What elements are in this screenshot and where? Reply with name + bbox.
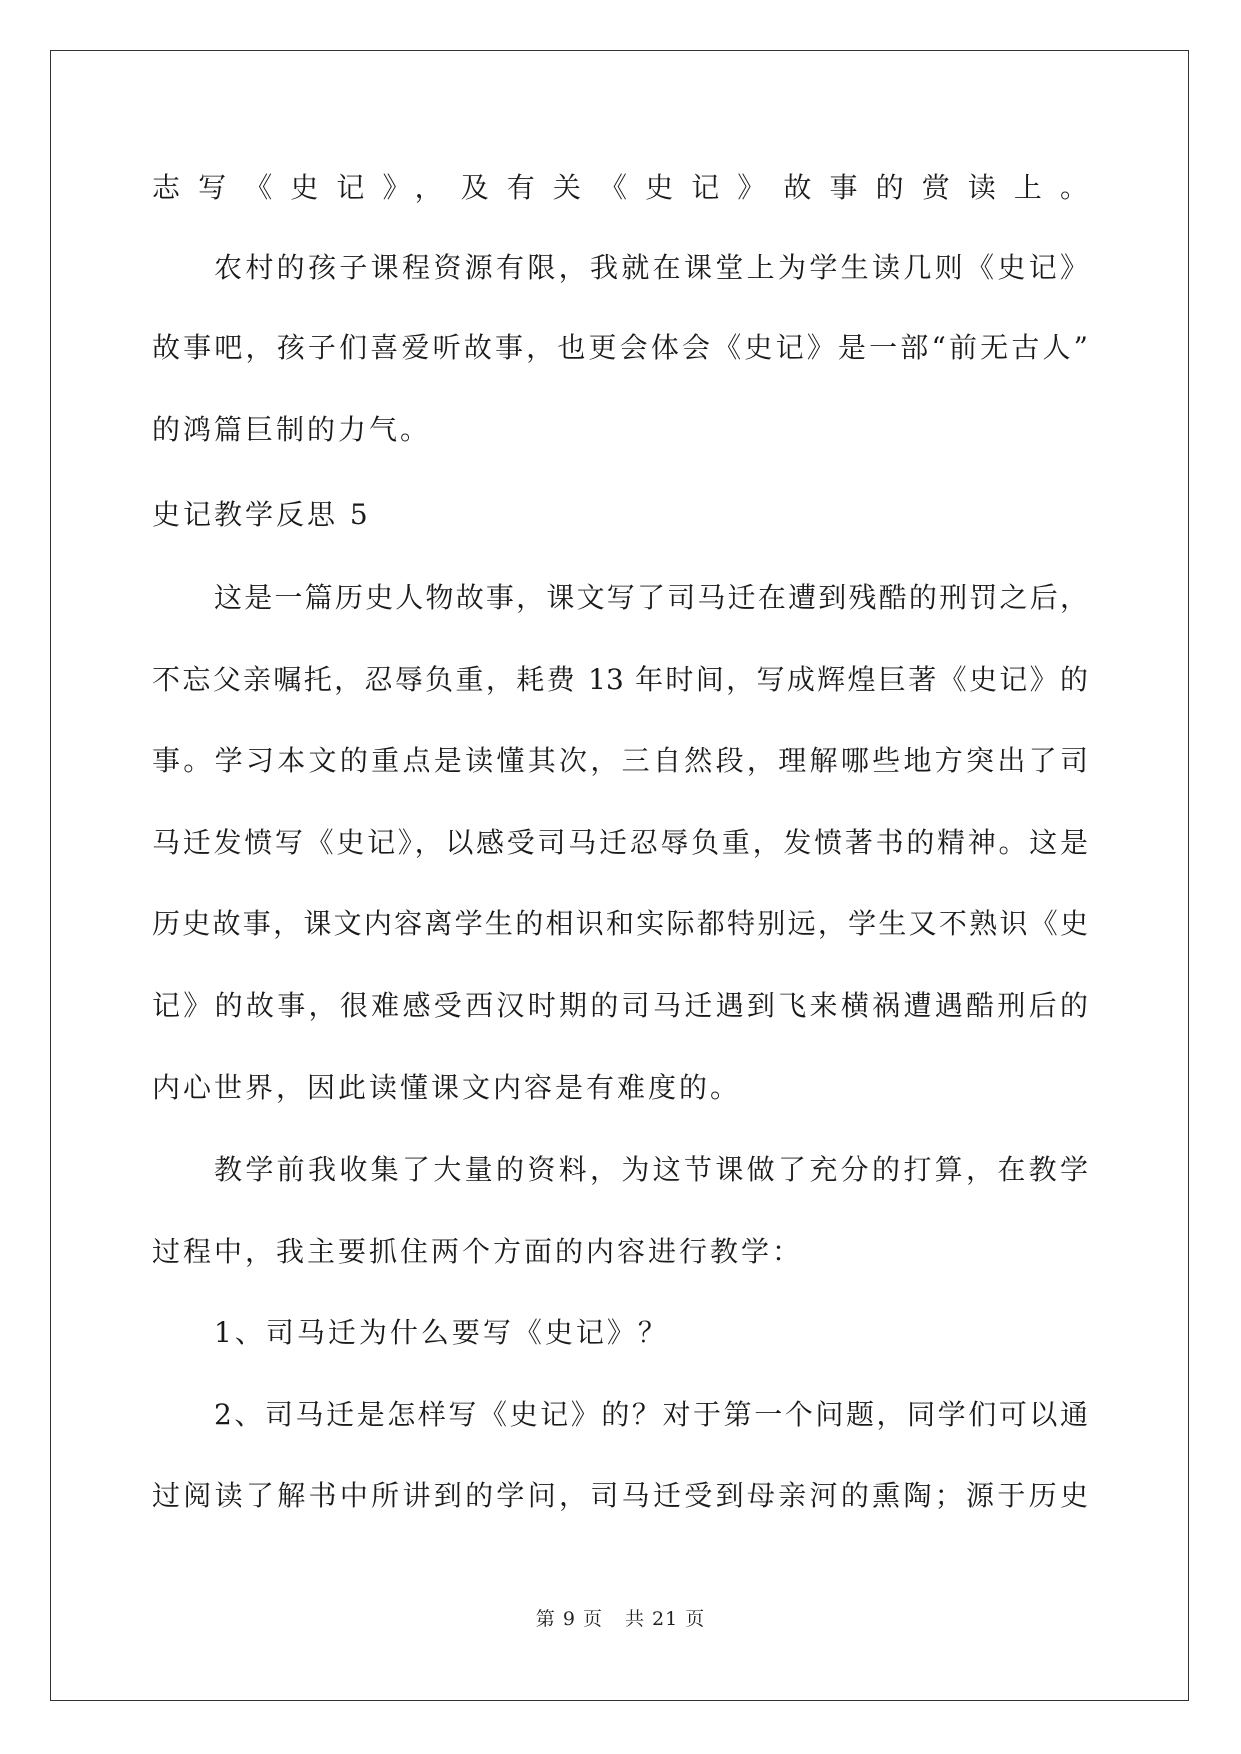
text-line-13: 教学前我收集了大量的资料，为这节课做了充分的打算，在教学 [214, 1153, 1088, 1186]
text-line-2: 农村的孩子课程资源有限，我就在课堂上为学生读几则《史记》 [214, 251, 1088, 284]
list-item-2: 2、司马迁是怎样写《史记》的？对于第一个问题，同学们可以通 [214, 1398, 1088, 1431]
page-border [50, 50, 1189, 1701]
list-item-1: 1、司马迁为什么要写《史记》？ [214, 1316, 669, 1349]
page-total: 共 21 页 [624, 1608, 706, 1630]
text-line-14: 过程中，我主要抓住两个方面的内容进行教学： [152, 1235, 804, 1268]
text-line-3: 故事吧，孩子们喜爱听故事，也更会体会《史记》是一部“前无古人” [152, 331, 1088, 364]
text-line-12: 内心世界，因此读懂课文内容是有难度的。 [152, 1071, 742, 1104]
text-line-17: 过阅读了解书中所讲到的学问，司马迁受到母亲河的熏陶；源于历史 [152, 1479, 1088, 1512]
text-line-9: 马迁发愤写《史记》，以感受司马迁忍辱负重，发愤著书的精神。这是 [152, 826, 1088, 859]
text-line-8: 事。学习本文的重点是读懂其次，三自然段，理解哪些地方突出了司 [152, 744, 1088, 777]
page-number: 第 9 页 [535, 1608, 603, 1630]
text-line-1: 志写《史记》，及有关《史记》故事的赏读上。 [152, 171, 1088, 204]
section-heading: 史记教学反思 5 [152, 498, 371, 531]
text-line-11: 记》的故事，很难感受西汉时期的司马迁遇到飞来横祸遭遇酷刑后的 [152, 989, 1088, 1022]
text-line-4: 的鸿篇巨制的力气。 [152, 413, 432, 446]
text-line-6: 这是一篇历史人物故事，课文写了司马迁在遭到残酷的刑罚之后， [214, 581, 1088, 614]
text-line-10: 历史故事，课文内容离学生的相识和实际都特别远，学生又不熟识《史 [152, 907, 1088, 940]
text-line-7: 不忘父亲嘱托，忍辱负重，耗费 13 年时间，写成辉煌巨著《史记》的 [152, 663, 1088, 696]
page-footer [0, 1607, 1241, 1631]
